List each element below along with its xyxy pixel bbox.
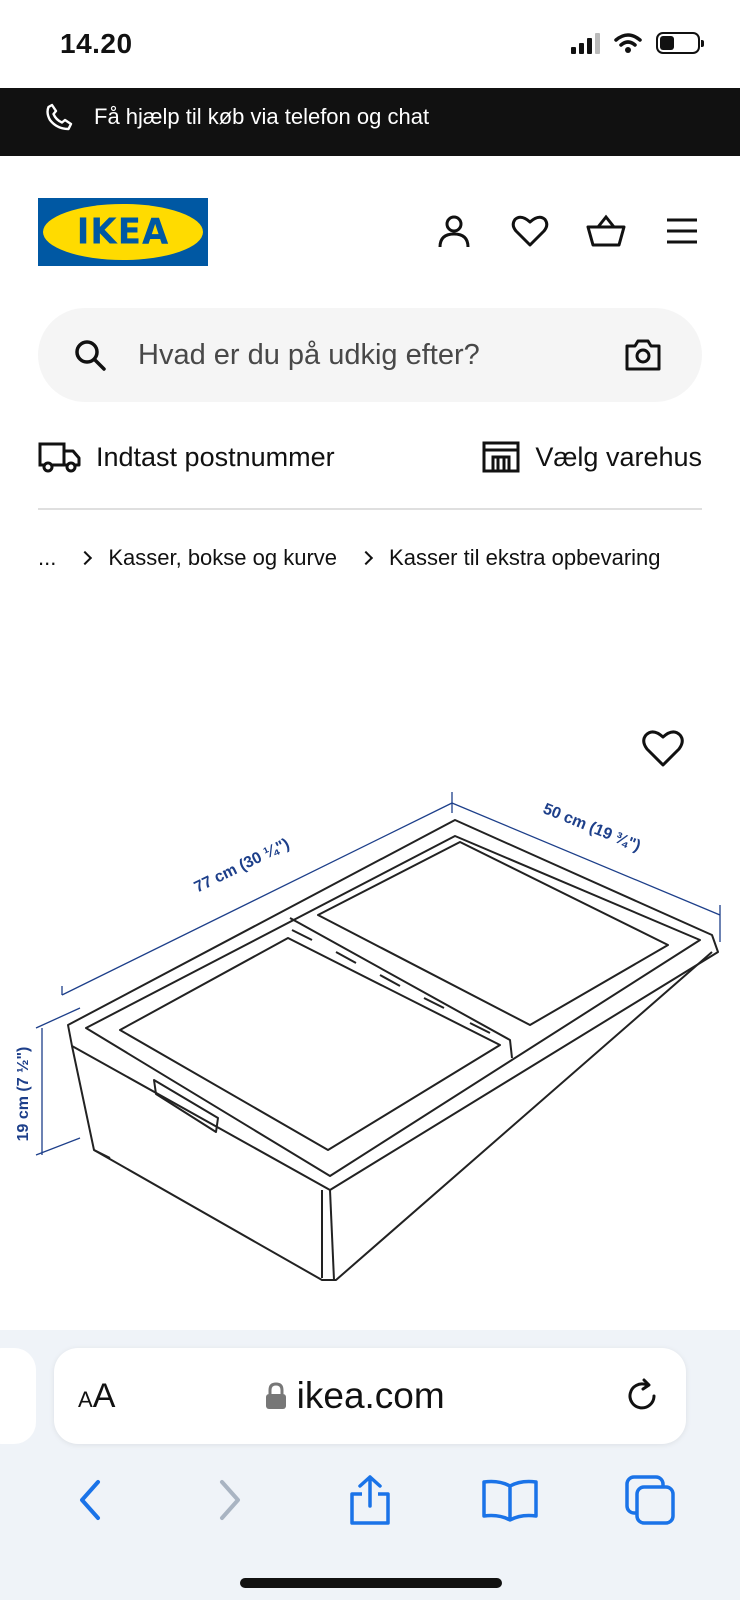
signal-icon [571, 32, 600, 54]
share-button[interactable] [340, 1470, 400, 1530]
back-button[interactable] [60, 1470, 120, 1530]
location-row [38, 432, 702, 482]
breadcrumb-item[interactable]: Kasser, bokse og kurve [108, 545, 338, 570]
breadcrumb-item[interactable]: Kasser til ekstra opbevaring [389, 545, 661, 570]
previous-tab-peek[interactable] [0, 1348, 36, 1444]
dimension-length: 77 cm (30 ¼") [191, 835, 293, 897]
store-label: Vælg varehus [535, 441, 702, 472]
product-image[interactable] [0, 690, 740, 1330]
store-icon [481, 440, 521, 474]
reader-aa-button[interactable]: A A [78, 1376, 116, 1415]
address-bar[interactable] [54, 1348, 686, 1444]
site-header [0, 156, 740, 286]
forward-button[interactable] [200, 1470, 260, 1530]
user-icon[interactable] [434, 211, 474, 251]
lock-icon [265, 1382, 287, 1410]
heart-icon[interactable] [510, 211, 550, 251]
truck-icon [38, 440, 82, 474]
search-bar[interactable] [38, 308, 702, 402]
postal-code-button[interactable] [38, 440, 335, 474]
box-drawing [0, 690, 740, 1330]
share-icon [348, 1474, 392, 1526]
book-icon [481, 1478, 539, 1522]
camera-icon[interactable] [624, 336, 662, 374]
header-icons [434, 211, 702, 251]
status-bar [0, 0, 740, 90]
chevron-right-icon [78, 551, 92, 565]
dimension-width: 50 cm (19 ¾") [540, 800, 643, 856]
ikea-logo[interactable] [38, 198, 208, 266]
reload-icon[interactable] [624, 1378, 660, 1414]
store-button[interactable] [481, 440, 702, 474]
chevron-right-icon [216, 1478, 244, 1522]
url-text: ikea.com [296, 1375, 445, 1416]
divider [38, 508, 702, 510]
search-input[interactable]: Hvad er du på udkig efter? [138, 338, 480, 371]
tabs-icon [624, 1474, 676, 1526]
breadcrumb [38, 540, 661, 576]
status-icons [571, 32, 700, 54]
dimension-height: 19 cm (7 ½") [15, 1046, 32, 1142]
home-indicator [240, 1578, 502, 1588]
bookmarks-button[interactable] [480, 1470, 540, 1530]
browser-bottom-bar [0, 1330, 740, 1600]
wifi-icon [614, 32, 642, 54]
url-display[interactable] [115, 1375, 594, 1417]
battery-icon [656, 32, 700, 54]
browser-toolbar [0, 1460, 740, 1540]
logo-text: IKEA [76, 211, 170, 253]
breadcrumb-ellipsis[interactable]: ... [38, 545, 57, 570]
status-time: 14.20 [60, 28, 133, 59]
chevron-left-icon [76, 1478, 104, 1522]
basket-icon[interactable] [586, 211, 626, 251]
help-text: Få hjælp til køb via telefon og chat [94, 104, 430, 129]
help-banner[interactable] [0, 88, 740, 156]
postal-label: Indtast postnummer [96, 441, 335, 472]
chevron-right-icon [359, 551, 373, 565]
menu-icon[interactable] [662, 211, 702, 251]
tabs-button[interactable] [620, 1470, 680, 1530]
search-icon [72, 337, 108, 373]
phone-icon [44, 102, 74, 132]
